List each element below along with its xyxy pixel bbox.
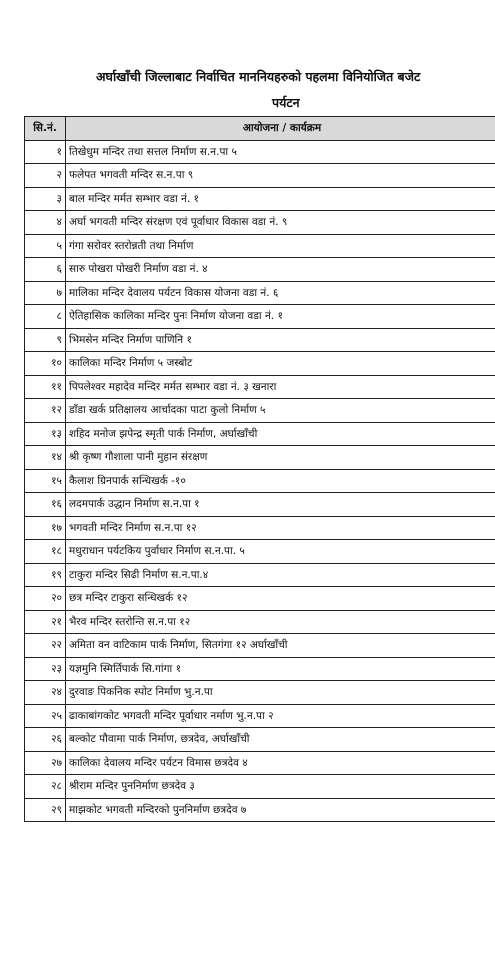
serial-number-cell: ८	[25, 305, 66, 329]
serial-number-cell: १३	[25, 422, 66, 446]
header-project: आयोजना / कार्यक्रम	[66, 117, 495, 141]
serial-number-cell: २९	[25, 798, 66, 822]
serial-number-cell: २२	[25, 634, 66, 658]
table-row	[25, 164, 495, 188]
project-name-cell: पिपलेश्वर महादेव मन्दिर मर्मत सम्भार वडा नं. ३ खनारा	[66, 375, 495, 399]
document-title: अर्घाखाँची जिल्लाबाट निर्वाचित माननियहरुको पहलमा विनियोजित बजेट	[96, 69, 421, 84]
serial-number-cell: २६	[25, 728, 66, 752]
project-name-cell: यज्ञमुनि स्मिर्तिपार्क सि.गांगा १	[66, 657, 495, 681]
table-row	[25, 399, 495, 423]
table-row	[25, 563, 495, 587]
serial-number-cell: १६	[25, 493, 66, 517]
table-body	[25, 140, 495, 822]
serial-number-cell: ४	[25, 211, 66, 235]
serial-number-cell: १७	[25, 516, 66, 540]
table-row	[25, 704, 495, 728]
table-row	[25, 422, 495, 446]
table-row	[25, 681, 495, 705]
serial-number-cell: ५	[25, 234, 66, 258]
project-name-cell: ऐतिहासिक कालिका मन्दिर पुनः निर्माण योजना वडा नं. १	[66, 305, 495, 329]
table-row	[25, 328, 495, 352]
table-row	[25, 211, 495, 235]
project-name-cell: श्री कृष्ण गौशाला पानी मुहान संरक्षण	[66, 446, 495, 470]
project-name-cell: गंगा सरोवर स्तरोन्नती तथा निर्माण	[66, 234, 495, 258]
table-header-row	[25, 117, 495, 141]
table-row	[25, 728, 495, 752]
table-row	[25, 775, 495, 799]
serial-number-cell: २	[25, 164, 66, 188]
project-name-cell: ढाकाबांगकोट भगवती मन्दिर पूर्वाधार नर्माण भु.न.पा २	[66, 704, 495, 728]
project-name-cell: तिखेधुम मन्दिर तथा सत्तल निर्माण स.न.पा ५	[66, 140, 495, 164]
project-name-cell: भिमसेन मन्दिर निर्माण पाणिनि १	[66, 328, 495, 352]
project-name-cell: लदमपार्क उद्धान निर्माण स.न.पा १	[66, 493, 495, 517]
serial-number-cell: १५	[25, 469, 66, 493]
serial-number-cell: ९	[25, 328, 66, 352]
table-row	[25, 610, 495, 634]
table-row	[25, 798, 495, 822]
project-name-cell: कालिका मन्दिर निर्माण ५ जस्बोट	[66, 352, 495, 376]
table-row	[25, 657, 495, 681]
table-row	[25, 446, 495, 470]
serial-number-cell: ३	[25, 187, 66, 211]
serial-number-cell: २३	[25, 657, 66, 681]
project-name-cell: भगवती मन्दिर निर्माण स.न.पा १२	[66, 516, 495, 540]
table-row	[25, 516, 495, 540]
project-name-cell: मालिका मन्दिर देवालय पर्यटन विकास योजना वडा नं. ६	[66, 281, 495, 305]
project-name-cell: दुरवाङ पिकनिक स्पोट निर्माण भु.न.पा	[66, 681, 495, 705]
table-row	[25, 352, 495, 376]
project-name-cell: अमिता वन वाटिकाम पार्क निर्माण, सितगंगा १२ अर्घाखाँची	[66, 634, 495, 658]
table-row	[25, 493, 495, 517]
table-row	[25, 305, 495, 329]
project-name-cell: अर्घा भगवती मन्दिर संरक्षण एवं पूर्वाधार विकास वडा नं. ९	[66, 211, 495, 235]
table-row	[25, 258, 495, 282]
serial-number-cell: १४	[25, 446, 66, 470]
table-row	[25, 587, 495, 611]
table-row	[25, 634, 495, 658]
table-row	[25, 281, 495, 305]
header-serial-number: सि.नं.	[25, 117, 66, 141]
serial-number-cell: २८	[25, 775, 66, 799]
serial-number-cell: २१	[25, 610, 66, 634]
project-name-cell: कालिका देवालय मन्दिर पर्यटन विमास छत्रदेव ४	[66, 751, 495, 775]
serial-number-cell: १२	[25, 399, 66, 423]
project-name-cell: सारु पोखरा पोखरी निर्माण वडा नं. ४	[66, 258, 495, 282]
table-row	[25, 469, 495, 493]
serial-number-cell: २०	[25, 587, 66, 611]
budget-table	[24, 116, 495, 822]
project-name-cell: कैलाश ग्रिनपार्क सन्धिखर्क -१०	[66, 469, 495, 493]
table-row	[25, 234, 495, 258]
serial-number-cell: २७	[25, 751, 66, 775]
project-name-cell: फलेपत भगवती मन्दिर स.न.पा ९	[66, 164, 495, 188]
project-name-cell: भैरव मन्दिर स्तरोन्ति स.न.पा १२	[66, 610, 495, 634]
serial-number-cell: ११	[25, 375, 66, 399]
project-name-cell: श्रीराम मन्दिर पुननिर्माण छत्रदेव ३	[66, 775, 495, 799]
serial-number-cell: १	[25, 140, 66, 164]
table-row	[25, 375, 495, 399]
serial-number-cell: २४	[25, 681, 66, 705]
document-subtitle: पर्यटन	[272, 95, 300, 110]
serial-number-cell: १८	[25, 540, 66, 564]
project-name-cell: माझकोट भगवती मन्दिरको पुननिर्माण छत्रदेव ७	[66, 798, 495, 822]
project-name-cell: टाकुरा मन्दिर सिढी निर्माण स.न.पा.४	[66, 563, 495, 587]
serial-number-cell: ६	[25, 258, 66, 282]
project-name-cell: डाँडा खर्क प्रतिक्षालय आर्चादका पाटा कुलो निर्माण ५	[66, 399, 495, 423]
project-name-cell: शहिद मनोज झपेन्द्र स्मृती पार्क निर्माण, अर्घाखाँची	[66, 422, 495, 446]
project-name-cell: बल्कोट पौवामा पार्क निर्माण, छत्रदेव, अर्घाखाँची	[66, 728, 495, 752]
serial-number-cell: २५	[25, 704, 66, 728]
project-name-cell: बाल मन्दिर मर्मत सम्भार वडा नं. १	[66, 187, 495, 211]
project-name-cell: छत्र मन्दिर टाकुरा सन्धिखर्क १२	[66, 587, 495, 611]
table-row	[25, 187, 495, 211]
serial-number-cell: १०	[25, 352, 66, 376]
serial-number-cell: ७	[25, 281, 66, 305]
table-row	[25, 751, 495, 775]
project-name-cell: मधुराधान पर्यटकिय पुर्वाधार निर्माण स.न.पा. ५	[66, 540, 495, 564]
serial-number-cell: १९	[25, 563, 66, 587]
table-row	[25, 140, 495, 164]
table-row	[25, 540, 495, 564]
